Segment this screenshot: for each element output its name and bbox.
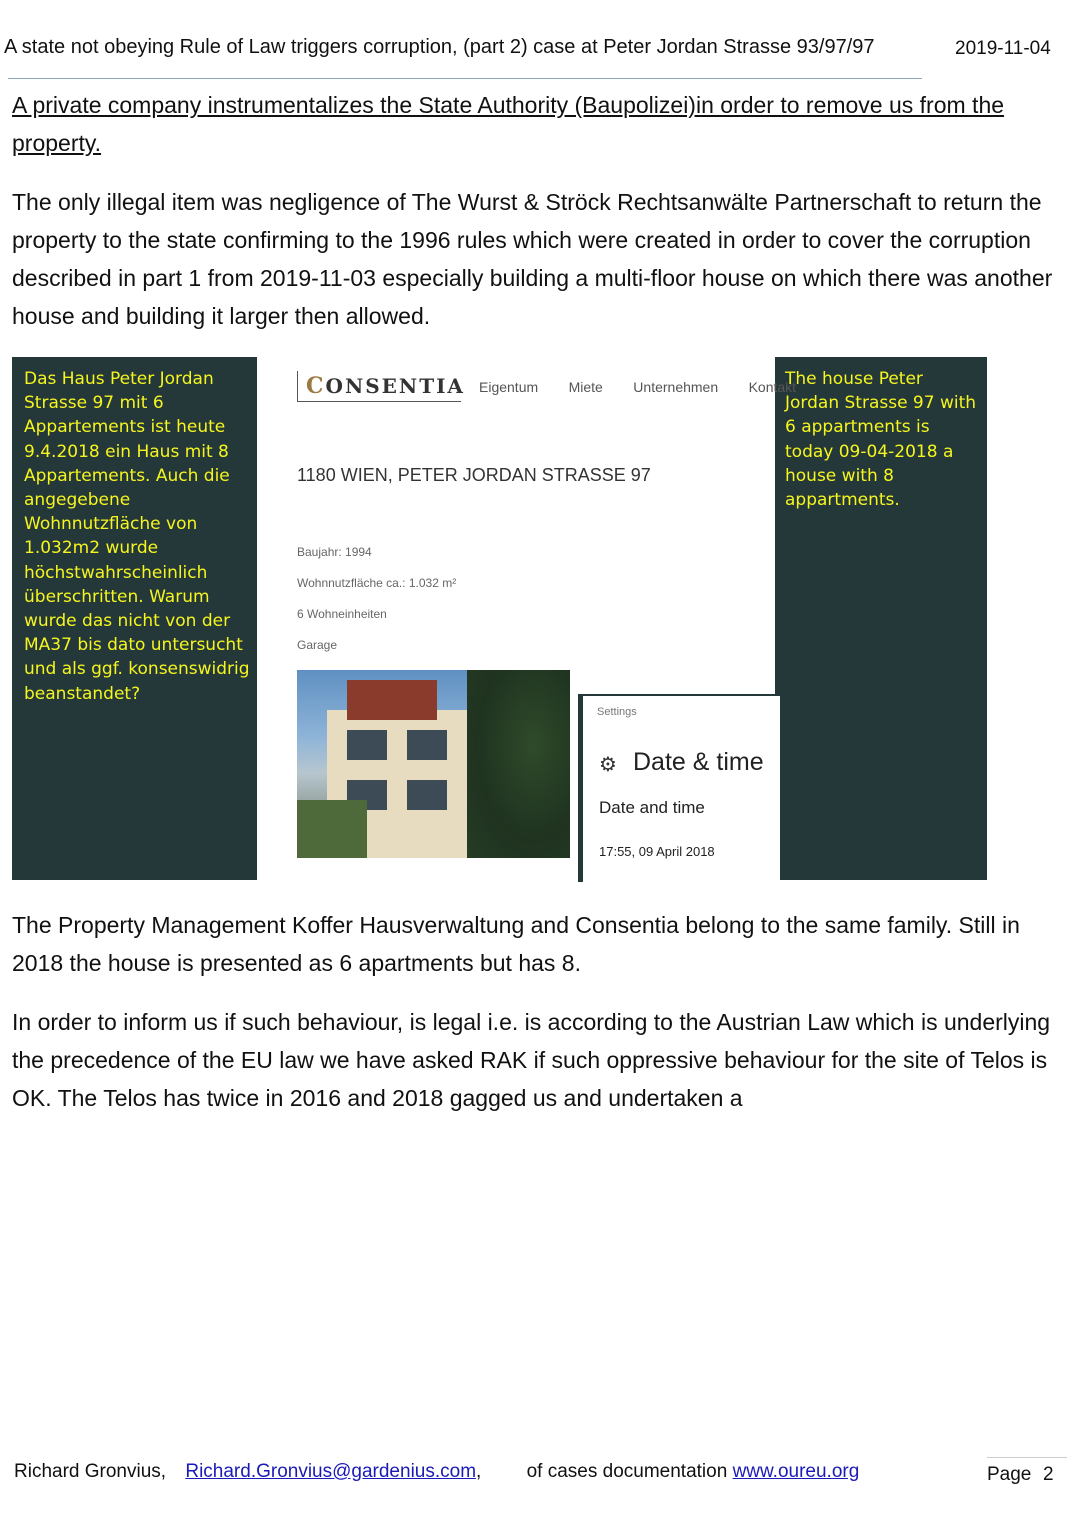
window-shape [347, 730, 387, 760]
footer-docs-text: of cases documentation [526, 1461, 728, 1482]
section-heading: A private company instrumentalizes the State Authority (Baupolizei)in order to remove us from the property. [12, 92, 1005, 156]
property-facts [297, 545, 456, 669]
logo-frame [297, 371, 465, 402]
evidence-figure [12, 357, 987, 880]
fact-year: Baujahr: 1994 [297, 545, 372, 559]
footer-website-link[interactable]: www.oureu.org [732, 1461, 860, 1482]
english-note: The house Peter Jordan Strasse 97 with 6 appartments is today 09-04-2018 a house with 8 appartments. [785, 369, 977, 511]
page-number: 2 [1043, 1464, 1054, 1485]
window-shape [407, 780, 447, 810]
footer-author: Richard Gronvius, [14, 1461, 167, 1482]
settings-datetime: 17:55, 09 April 2018 [599, 844, 715, 859]
fact-garage: Garage [297, 638, 338, 652]
property-address: 1180 WIEN, PETER JORDAN STRASSE 97 [297, 465, 651, 485]
fact-area: Wohnnutzfläche ca.: 1.032 m² [297, 576, 457, 590]
page-label: Page [987, 1464, 1032, 1485]
tree-shape [467, 670, 570, 858]
roof-shape [347, 680, 437, 720]
footer-email-link[interactable]: Richard.Gronvius@gardenius.com [185, 1461, 477, 1482]
nav-item-eigentum: Eigentum [479, 379, 539, 395]
document-date: 2019-11-04 [955, 38, 1051, 59]
bush-shape [297, 800, 367, 858]
page-footer [14, 1461, 859, 1483]
settings-title: Date & time [633, 748, 764, 776]
window-shape [407, 730, 447, 760]
settings-panel [578, 694, 780, 882]
german-note: Das Haus Peter Jordan Strasse 97 mit 6 Appartements ist heute 9.4.2018 ein Haus mit 8 Appartements. Auch die angegebene Wohnnutzfläche von 1.032m2 wurde höchstwahrscheinlich überschritten. Warum wurde das nicht von der MA37 bis dato untersucht und als ggf. konsenswidrig beanstandet? [24, 369, 250, 704]
house-photo [297, 670, 570, 858]
paragraph-1: The only illegal item was negligence of The Wurst & Ströck Rechtsanwälte Partnerschaft to return the property to the state confirming to the 1996 rules which were created in order to cover the corruption described in part 1 from 2019-11-03 especially building a multi-floor house on which there was another house and building it larger then allowed. [12, 189, 1053, 329]
gear-icon: ⚙ [599, 754, 617, 776]
fact-units: 6 Wohneinheiten [297, 607, 387, 621]
page-number-box [987, 1457, 1067, 1492]
header-divider [8, 78, 922, 79]
settings-subtitle: Date and time [599, 798, 705, 817]
nav-item-kontakt: Kontakt [748, 379, 797, 395]
nav-item-miete: Miete [568, 379, 603, 395]
paragraph-3: In order to inform us if such behaviour, is legal i.e. is according to the Austrian Law which is underlying the precedence of the EU law we have asked RAK if such oppressive behaviour for the site of Telos is OK. The Telos has twice in 2016 and 2018 gagged us and undertaken a [12, 1009, 1051, 1111]
settings-label: Settings [597, 706, 637, 718]
consentia-logo: CONSENTIA [306, 373, 465, 399]
nav-item-unternehmen: Unternehmen [633, 379, 719, 395]
footer-email-suffix: , [476, 1461, 482, 1482]
paragraph-2: The Property Management Koffer Hausverwaltung and Consentia belong to the same family. Still in 2018 the house is presented as 6 apartments but has 8. [12, 912, 1020, 976]
document-title: A state not obeying Rule of Law triggers corruption, (part 2) case at Peter Jordan Strasse 93/97/97 [4, 36, 875, 58]
site-nav [479, 379, 822, 397]
website-screenshot [257, 357, 797, 880]
